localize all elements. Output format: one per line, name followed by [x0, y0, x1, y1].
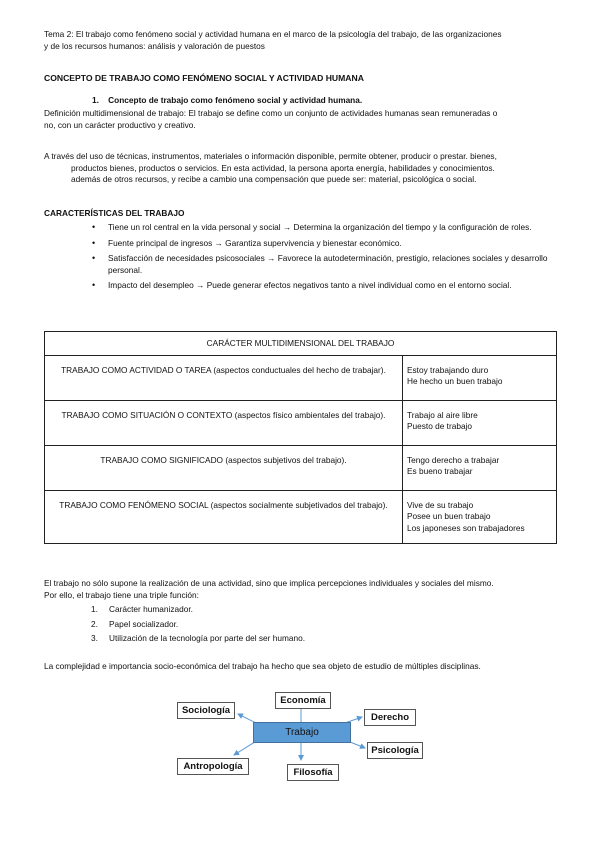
- table-row: [45, 400, 557, 445]
- table-cell-left: TRABAJO COMO SITUACIÓN O CONTEXTO (aspectos físico ambientales del trabajo).: [45, 400, 403, 445]
- list-text: Carácter humanizador.: [109, 604, 193, 614]
- paragraph-line-2: productos bienes, productos o servicios. En esta actividad, la persona aporta energía, habilidades y conocimientos.: [71, 162, 495, 173]
- table-cell-right: [403, 400, 557, 445]
- list-item: • Satisfacción de necesidades psicosociales → Favorece la autodeterminación, prestigio, relaciones sociales y desarrollo personal.: [92, 253, 562, 276]
- list-text: Utilización de la tecnología por parte del ser humano.: [109, 633, 306, 643]
- paragraph-line-3: además de otros recursos, y recibe a cambio una compensación que puede ser: material, psicológica o social.: [71, 174, 477, 184]
- table-row: [45, 355, 557, 400]
- list-item: [91, 604, 305, 616]
- definition-line-1: Definición multidimensional de trabajo: El trabajo se define como un conjunto de actividades humanas sean remuneradas o: [44, 108, 498, 118]
- list-text: Papel socializador.: [109, 618, 179, 629]
- table-row: [45, 490, 557, 544]
- example-text: He hecho un buen trabajo: [407, 376, 503, 386]
- work-description-paragraph: [44, 151, 569, 186]
- example-text: Es bueno trabajar: [407, 466, 473, 476]
- table-cell-right: [403, 355, 557, 400]
- list-item: • Impacto del desempleo → Puede generar efectos negativos tanto a nivel individual como en el entorno social.: [92, 280, 562, 292]
- diagram-node-economia: Economía: [275, 692, 331, 709]
- paragraph-line-1: A través del uso de técnicas, instrumentos, materiales o información disponible, permite obtener, producir o prestar. bienes,: [44, 151, 497, 161]
- table-cell-left: TRABAJO COMO FENÓMENO SOCIAL (aspectos socialmente subjetivados del trabajo).: [45, 490, 403, 544]
- after-table-line-2: Por ello, el trabajo tiene una triple función:: [44, 589, 199, 600]
- list-number: 3.: [91, 633, 98, 643]
- table-cell-right: [403, 490, 557, 544]
- list-number: 1.: [91, 604, 98, 614]
- diagram-node-antropologia: Antropología: [177, 758, 249, 775]
- list-item: • Fuente principal de ingresos → Garantiza supervivencia y bienestar económico.: [92, 238, 562, 250]
- example-text: Trabajo al aire libre: [407, 409, 478, 420]
- diagram-center-node: Trabajo: [253, 722, 351, 743]
- table-row: [45, 445, 557, 490]
- table-cell-right: [403, 445, 557, 490]
- example-text: Los japoneses son trabajadores: [407, 522, 525, 533]
- document-header: [44, 29, 564, 52]
- closing-paragraph: La complejidad e importancia socio-económica del trabajo ha hecho que sea objeto de estudio de múltiples disciplinas.: [44, 661, 481, 671]
- functions-list: [91, 604, 305, 648]
- numbered-heading: 1. Concepto de trabajo como fenómeno social y actividad humana.: [92, 95, 363, 105]
- example-text: Puesto de trabajo: [407, 421, 473, 431]
- characteristics-title: CARACTERÍSTICAS DEL TRABAJO: [44, 208, 185, 218]
- section-title: CONCEPTO DE TRABAJO COMO FENÓMENO SOCIAL Y ACTIVIDAD HUMANA: [44, 73, 364, 83]
- diagram-node-derecho: Derecho: [364, 709, 416, 726]
- list-item: • Tiene un rol central en la vida personal y social → Determina la organización del tiempo y la configuración de roles.: [92, 222, 562, 234]
- example-text: Vive de su trabajo: [407, 499, 474, 510]
- example-text: Tengo derecho a trabajar: [407, 454, 500, 465]
- diagram-node-filosofia: Filosofía: [287, 764, 339, 781]
- table-cell-left: TRABAJO COMO SIGNIFICADO (aspectos subjetivos del trabajo).: [45, 445, 403, 490]
- example-text: Estoy trabajando duro: [407, 364, 489, 375]
- list-item: [91, 633, 305, 645]
- table-title: CARÁCTER MULTIDIMENSIONAL DEL TRABAJO: [45, 332, 557, 356]
- list-item: [91, 619, 305, 631]
- after-table-line-1: El trabajo no sólo supone la realización de una actividad, sino que implica percepciones individuales y sociales del mismo.: [44, 578, 494, 588]
- definition-paragraph: [44, 108, 564, 131]
- example-text: Posee un buen trabajo: [407, 511, 491, 521]
- list-number: 2.: [91, 618, 98, 629]
- diagram-node-psicologia: Psicología: [367, 742, 423, 759]
- header-line-1: Tema 2: El trabajo como fenómeno social y actividad humana en el marco de la psicología del trabajo, de las organizaciones: [44, 29, 502, 39]
- table-cell-left: TRABAJO COMO ACTIVIDAD O TAREA (aspectos conductuales del hecho de trabajar).: [45, 355, 403, 400]
- diagram-node-sociologia: Sociología: [177, 702, 235, 719]
- after-table-paragraph: [44, 578, 569, 601]
- multidimensional-table: [44, 331, 557, 544]
- definition-line-2: no, con un carácter productivo y creativo.: [44, 119, 196, 130]
- characteristics-list: [92, 222, 562, 296]
- header-line-2: y de los recursos humanos: análisis y valoración de puestos: [44, 40, 265, 51]
